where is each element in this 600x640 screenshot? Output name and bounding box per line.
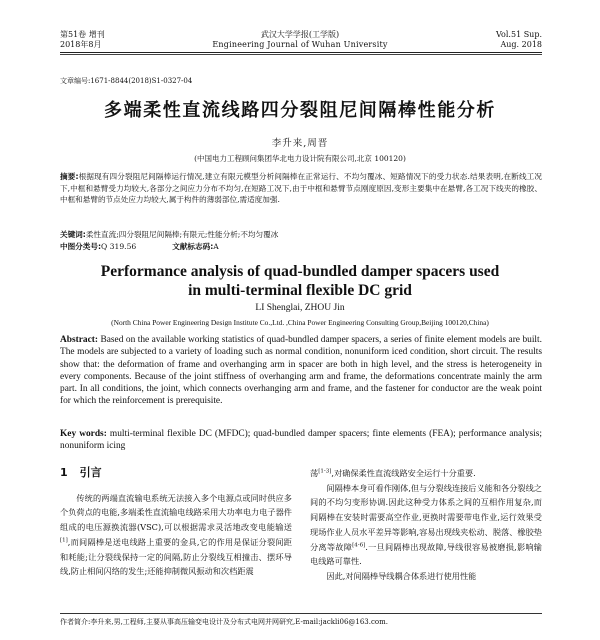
keywords-cn-label: 关键词: [60,230,86,239]
footnote-author: 作者简介:李升来,男,工程师,主要从事高压输变电设计及分布式电网并网研究,E-mail:jackli06@163.com. [60,618,388,626]
section-title: 引言 [79,466,102,479]
authors-cn: 李升来,周晋 [271,138,329,149]
affiliation-en: (North China Power Engineering Design Institute Co.,Ltd. ,China Power Engineering Consulting Group,Beijing 100120,China) [111,318,489,327]
header-journal-cn: 武汉大学学报(工学版) [260,30,340,39]
doc-code-label: 文献标志码: [172,242,214,251]
body-text: .一旦间隔棒出现故障,导线很容易被磨损,影响输电线路可靠性. [310,541,542,567]
abstract-en-text: Based on the available working statistics of quad-bundled damper spacers, a series of finite element models are built. The models are subjected to a variety of loading such as normal condition, nonuniform iced condition, short circuit. The results show that: the deformation of frame and overhanging arm in spacer are both in high level, and the stress is heterogeneity in every components. Because of the joint stiffness of overhanging arm and frame, the deformations concentrate mainly the arm part. In all conditions, the joint, which connects overhanging arm and frame, and the fastener for conductor are the weak point for which the reinforcement is prerequisite. [60,335,542,407]
title-cn: 多端柔性直流线路四分裂阻尼间隔棒性能分析 [104,100,496,121]
abstract-cn [60,171,542,206]
body-text: 荡 [310,468,319,478]
title-en-line2: in multi-terminal flexible DC grid [188,282,412,299]
clc-value: Q 319.56 [101,242,137,251]
article-number: 文章编号:1671-8844(2018)S1-0327-04 [60,77,193,85]
citation: [4-6] [352,541,366,548]
title-en-line1: Performance analysis of quad-bundled damper spacers used [100,263,500,280]
section-number: 1 [60,466,68,479]
footnote-rule [60,613,542,614]
citation: [1-3] [318,468,332,475]
header-date: 2018年8月 [60,40,102,49]
body-right-column [310,466,542,584]
abstract-cn-text: 根据现有四分裂阻尼间隔棒运行情况,建立有限元模型分析间隔棒在正常运行、不均匀覆冰、短路情况下的受力状态.结果表明,在断线工况下,中框和悬臂受力均较大,各部分之间应力分布不均匀,在短路工况下,由于中框和悬臂节点刚度原因,变形主要集中在悬臂,各工况下线夹的橡胶、中框和悬臂的节点处应力均较大,属于构件的薄弱部位,需适度加强. [60,172,542,205]
body-paragraph: 因此,对间隔棒导线耦合体系进行使用性能 [326,570,477,581]
keywords-en [60,428,542,453]
doc-code-value: A [213,242,219,251]
body-text: 间隔棒本身可看作刚体,但与分裂线连接后义能和各分裂线之间的不均匀变形协调.因此这种受力体系之间的互相作用复杂,而间隔棒在安装时需要高空作业,更换时需要带电作业,运行效果受现场作业人员水平差异等影响,容易出现线夹松动、脱落、橡胶垫分离等故障 [310,482,542,552]
affiliation-cn: (中国电力工程顾问集团华北电力设计院有限公司,北京 100120) [194,154,406,163]
header-date-en: Aug. 2018 [500,40,542,49]
classification [60,241,542,253]
keywords-cn-text: 柔性直流;四分裂阻尼间隔棒;有限元;性能分析;不均匀覆冰 [85,230,279,239]
body-text: ,而间隔棒是送电线路上重要的金具,它的作用是保证分裂间距和耗能;让分裂线保持一定的间隔,防止分裂线互相撞击、摆环导线,防止相间闪络的发生;还能抑制微风振动和次档距震 [60,536,292,577]
body-paragraph-continued [310,466,542,481]
abstract-en [60,334,542,408]
body-text: 传统的两端直流输电系统无法接入多个电源点或同时供应多个负荷点的电能,多端柔性直流输电线路采用大功率电力电子器件组成的电压源换流器(VSC),可以根据需求灵活地改变电能输送 [60,492,292,533]
authors-en: LI Shenglai, ZHOU Jin [255,303,345,313]
body-text: ,对确保柔性直流线路安全运行十分重要. [331,468,476,478]
section-heading [60,466,292,481]
clc-label: 中图分类号: [60,242,102,251]
abstract-en-label: Abstract: [60,335,99,345]
citation: [1] [60,537,68,544]
body-paragraph [310,481,542,569]
header-volume: 第51卷 增刊 [60,30,105,39]
header-rule [60,52,542,53]
keywords-en-text: multi-terminal flexible DC (MFDC); quad-bundled damper spacers; finte elements (FEA); performance analysis; nonuniform icing [60,429,542,452]
keywords-en-label: Key words: [60,429,107,439]
body-paragraph [60,491,292,579]
header-rule-thin [60,54,542,55]
body-left-column [60,466,292,579]
header-volume-en: Vol.51 Sup. [496,30,542,39]
keywords-cn [60,229,542,241]
abstract-cn-label: 摘要: [60,172,79,181]
header-journal-en: Engineering Journal of Wuhan University [212,40,388,49]
